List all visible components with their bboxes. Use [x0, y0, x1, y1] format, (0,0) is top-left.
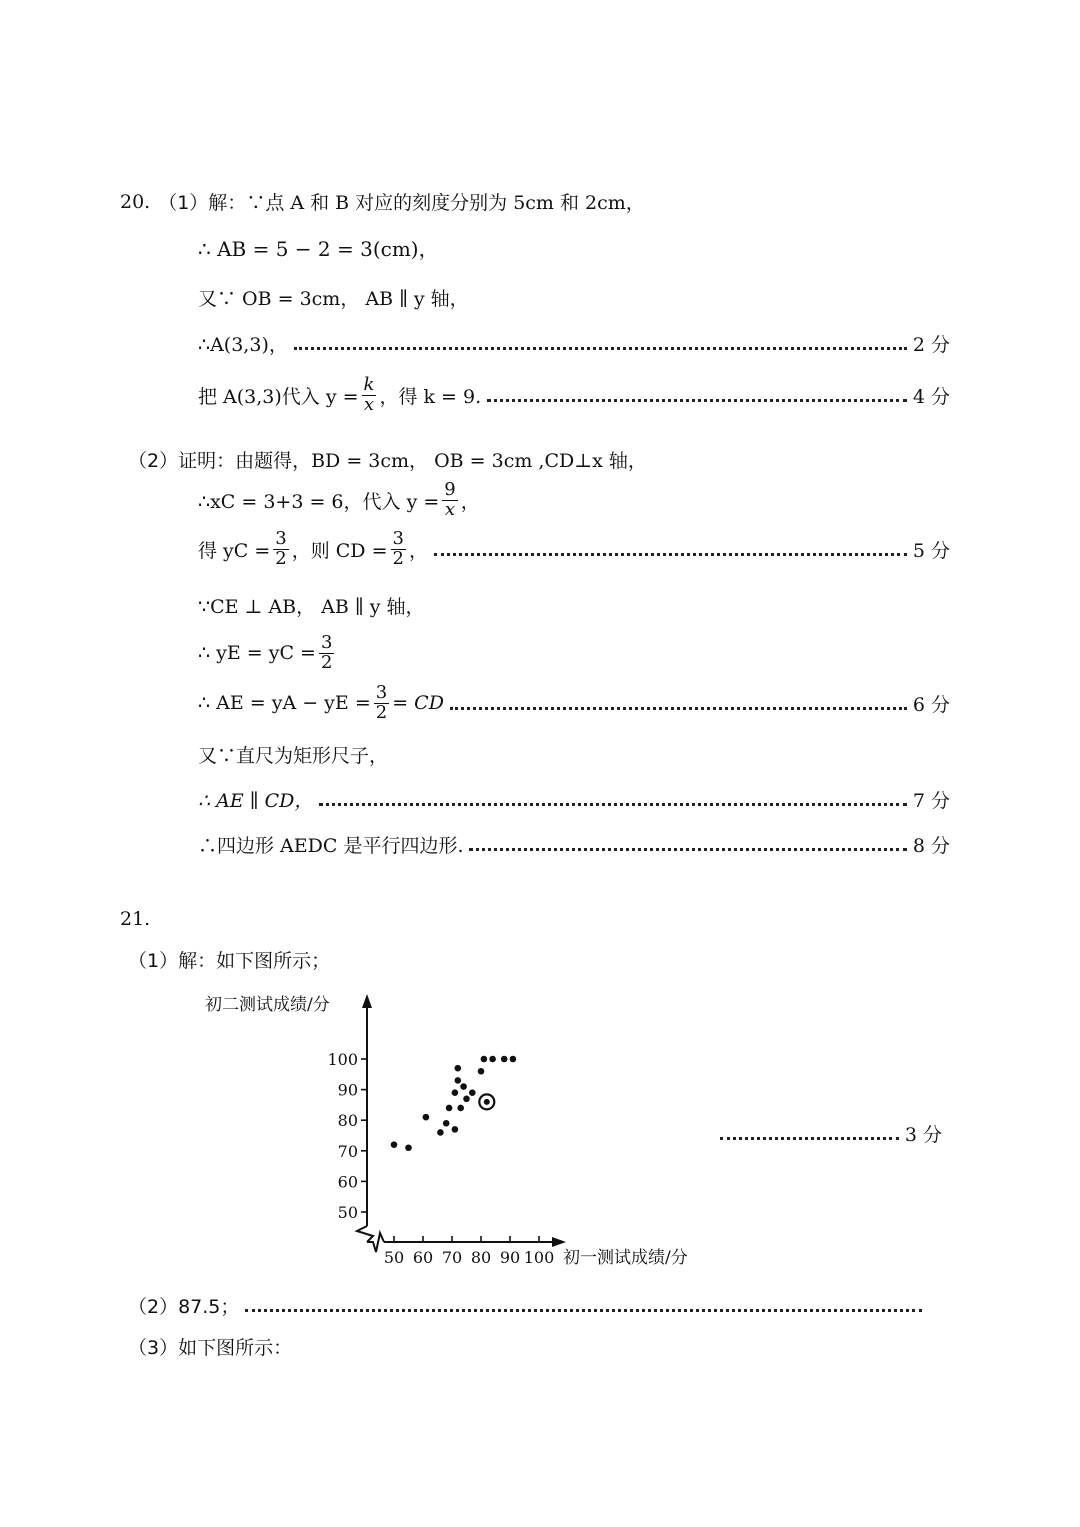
q20-line7-pre: ∴xC = 3+3 = 6，代入 y = — [198, 490, 440, 513]
dotted-leader — [450, 707, 907, 710]
q20-line7 — [198, 481, 480, 520]
data-point — [452, 1089, 459, 1096]
highlight-point — [484, 1099, 490, 1105]
q20-part1-line1 — [120, 188, 645, 215]
fraction-3-over-2 — [273, 530, 288, 569]
q20-part1-tag: （1）解： — [158, 192, 247, 214]
scatter-chart — [180, 986, 740, 1276]
dotted-leader — [469, 848, 906, 851]
q21-number: 21. — [120, 908, 151, 930]
dotted-leader — [319, 803, 907, 806]
x-tick-label: 60 — [412, 1248, 434, 1267]
dotted-leader — [720, 1137, 899, 1140]
fraction-denominator: x — [363, 393, 375, 415]
data-point — [437, 1129, 444, 1136]
y-tick-label: 90 — [337, 1080, 358, 1100]
q20-line14-text: ∴四边形 AEDC 是平行四边形. — [198, 835, 464, 857]
data-point — [391, 1141, 398, 1148]
q20-line2-text: ∴ AB = 5 − 2 = 3(cm)， — [198, 237, 439, 261]
q20-line4 — [198, 330, 950, 357]
q20-part2-line6 — [128, 446, 647, 473]
q20-line4-text: ∴A(3,3)， — [198, 334, 288, 356]
data-point — [446, 1105, 453, 1112]
q20-part2-tag: （2）证明： — [128, 450, 236, 472]
x-tick-label: 100 — [523, 1248, 555, 1267]
q20-line3 — [198, 284, 469, 311]
x-axis-arrow — [552, 1237, 566, 1247]
y-tick-label: 60 — [337, 1172, 358, 1192]
fraction-3-over-2 — [319, 634, 334, 673]
q20-line11 — [198, 684, 950, 723]
fraction-denominator: x — [444, 498, 456, 520]
dotted-leader — [434, 553, 907, 556]
fraction-numerator: 3 — [320, 632, 333, 653]
q20-line8 — [198, 530, 950, 569]
score-8: 8 分 — [912, 835, 950, 857]
q20-line6-text: 由题得，BD = 3cm， OB = 3cm ,CD⊥x 轴， — [235, 450, 647, 472]
q21-part3-text: （3）如下图所示： — [128, 1337, 293, 1359]
q20-line3-text: 又∵ OB = 3cm， AB ∥ y 轴， — [198, 288, 469, 310]
q20-line8-c: ， — [408, 539, 428, 562]
score-5: 5 分 — [912, 539, 950, 562]
q21-part2-text: （2）87.5； — [128, 1296, 240, 1318]
score-7: 7 分 — [912, 790, 950, 812]
fraction-numerator: 9 — [444, 479, 456, 500]
score-2: 2 分 — [912, 334, 950, 356]
data-point — [457, 1105, 464, 1112]
x-axis-label: 初一测试成绩/分 — [563, 1248, 688, 1268]
data-point — [455, 1065, 462, 1072]
q20-line8-b: ，则 CD = — [291, 539, 388, 562]
score-3: 3 分 — [904, 1124, 942, 1146]
q20-line7-post: ， — [460, 490, 480, 513]
data-point — [489, 1056, 496, 1063]
fraction-3-over-2 — [374, 684, 389, 723]
y-ticks — [327, 1050, 367, 1222]
q21-part1 — [128, 946, 330, 973]
data-point — [423, 1114, 430, 1121]
fraction-denominator: 2 — [275, 547, 287, 569]
data-point — [460, 1083, 467, 1090]
chart-axes — [357, 994, 566, 1252]
x-ticks — [384, 1236, 554, 1267]
q21-number-line — [120, 908, 150, 930]
q21-part1-score-line — [720, 1120, 942, 1147]
y-tick-label: 70 — [337, 1141, 358, 1161]
fraction-3-over-2 — [391, 530, 406, 569]
q20-line13 — [198, 786, 950, 813]
q20-line11-pre: ∴ AE = yA − yE = — [198, 692, 371, 715]
q20-line12-text: 又∵直尺为矩形尺子， — [198, 745, 389, 767]
data-point — [443, 1120, 450, 1127]
fraction-numerator: 3 — [275, 528, 287, 549]
data-point — [501, 1056, 508, 1063]
fraction-denominator: 2 — [320, 651, 333, 673]
q20-line11-post: = CD — [392, 692, 444, 715]
q20-line5-pre: 把 A(3,3)代入 y = — [198, 385, 359, 408]
y-tick-label: 50 — [337, 1203, 358, 1222]
data-point — [478, 1068, 485, 1075]
q20-line9 — [198, 592, 424, 619]
dotted-leader — [487, 399, 907, 402]
data-point — [455, 1077, 462, 1084]
x-tick-label: 80 — [470, 1248, 492, 1267]
q20-line13-text: ∴ AE ∥ CD， — [198, 790, 314, 812]
x-tick-label: 50 — [383, 1248, 405, 1267]
q20-line5-post: ，得 k = 9. — [379, 385, 482, 408]
dotted-leader — [245, 1309, 922, 1312]
data-point — [405, 1144, 412, 1151]
fraction-numerator: k — [363, 374, 375, 395]
data-point — [463, 1095, 470, 1102]
y-axis-arrow — [362, 994, 372, 1008]
x-tick-label: 90 — [499, 1248, 521, 1267]
fraction-numerator: 3 — [392, 528, 404, 549]
score-4: 4 分 — [912, 385, 950, 408]
q20-line5 — [198, 376, 950, 415]
y-axis-break — [357, 1226, 373, 1242]
data-point — [469, 1089, 476, 1096]
q21-part3 — [128, 1333, 292, 1360]
q21-part2 — [128, 1292, 928, 1319]
fraction-denominator: 2 — [375, 701, 388, 723]
score-6: 6 分 — [912, 693, 950, 716]
fraction-k-over-x — [362, 376, 377, 415]
q20-line10-pre: ∴ yE = yC = — [198, 642, 316, 665]
fraction-numerator: 3 — [375, 682, 388, 703]
fraction-9-over-x — [442, 481, 457, 520]
q20-line14 — [198, 831, 950, 858]
x-tick-label: 70 — [441, 1248, 463, 1267]
q21-part1-text: （1）解：如下图所示； — [128, 950, 331, 972]
data-point — [481, 1056, 488, 1063]
data-point — [510, 1056, 517, 1063]
q20-line1-text: ∵点 A 和 B 对应的刻度分别为 5cm 和 2cm， — [246, 192, 645, 214]
q20-number: 20. — [120, 190, 151, 213]
q20-line9-text: ∵CE ⊥ AB， AB ∥ y 轴， — [198, 596, 425, 618]
data-point — [452, 1126, 459, 1133]
data-points — [391, 1056, 517, 1151]
fraction-denominator: 2 — [392, 547, 404, 569]
q20-line2 — [198, 233, 439, 262]
y-axis-label: 初二测试成绩/分 — [205, 995, 330, 1015]
y-tick-label: 100 — [327, 1050, 358, 1069]
dotted-leader — [294, 347, 907, 350]
q20-line12 — [198, 741, 388, 768]
q20-line8-a: 得 yC = — [198, 539, 271, 562]
y-tick-label: 80 — [337, 1111, 358, 1131]
q20-line10 — [198, 634, 337, 673]
